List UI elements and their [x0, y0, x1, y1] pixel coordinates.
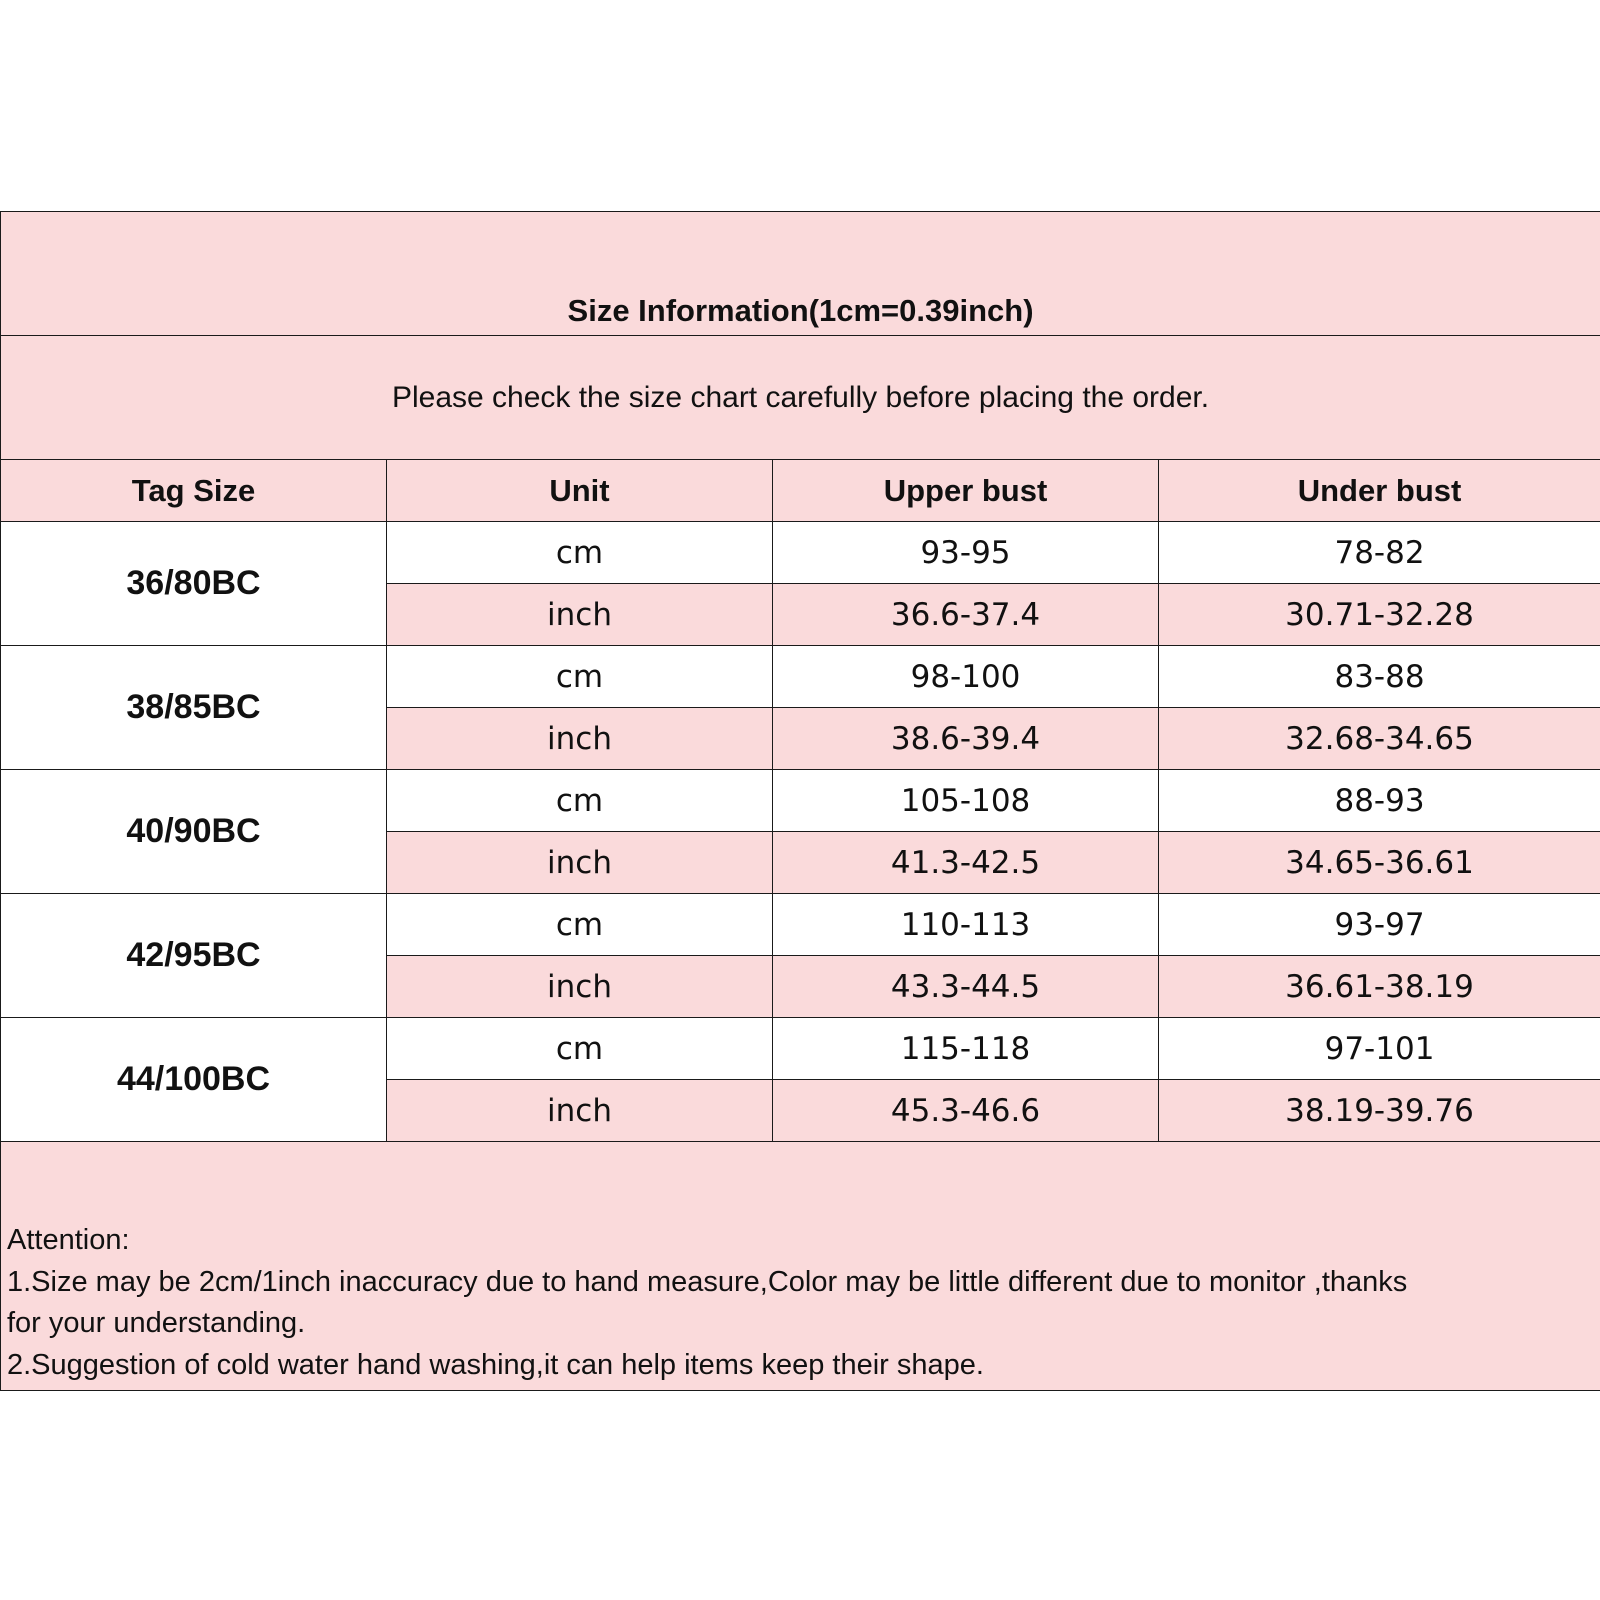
table-row: [1, 770, 1600, 832]
unit-cell: cm: [387, 522, 773, 584]
note-line: 2.Suggestion of cold water hand washing,it can help items keep their shape.: [7, 1348, 984, 1381]
note-line: 1.Size may be 2cm/1inch inaccuracy due to hand measure,Color may be little different due to monitor ,thanks: [7, 1265, 1408, 1298]
upper-bust-cell: 45.3-46.6: [773, 1080, 1159, 1142]
under-bust-cell: 36.61-38.19: [1159, 956, 1600, 1018]
unit-cell: cm: [387, 894, 773, 956]
under-bust-cell: 30.71-32.28: [1159, 584, 1600, 646]
upper-bust-cell: 105-108: [773, 770, 1159, 832]
upper-bust-cell: 36.6-37.4: [773, 584, 1159, 646]
under-bust-cell: 97-101: [1159, 1018, 1600, 1080]
unit-cell: cm: [387, 646, 773, 708]
upper-bust-cell: 115-118: [773, 1018, 1159, 1080]
table-row: [1, 894, 1600, 956]
under-bust-cell: 34.65-36.61: [1159, 832, 1600, 894]
unit-cell: inch: [387, 956, 773, 1018]
table-row: [1, 1018, 1600, 1080]
upper-bust-cell: 43.3-44.5: [773, 956, 1159, 1018]
under-bust-cell: 78-82: [1159, 522, 1600, 584]
column-header-upper-bust: Upper bust: [773, 460, 1159, 522]
under-bust-cell: 88-93: [1159, 770, 1600, 832]
upper-bust-cell: 98-100: [773, 646, 1159, 708]
under-bust-cell: 93-97: [1159, 894, 1600, 956]
column-header-tag-size: Tag Size: [1, 460, 387, 522]
under-bust-cell: 32.68-34.65: [1159, 708, 1600, 770]
tag-size-cell: 42/95BC: [1, 894, 387, 1018]
unit-cell: inch: [387, 832, 773, 894]
chart-subtitle: Please check the size chart carefully before placing the order.: [1, 336, 1600, 460]
table-row: [1, 646, 1600, 708]
tag-size-cell: 40/90BC: [1, 770, 387, 894]
attention-notes: [1, 1142, 1600, 1391]
unit-cell: cm: [387, 1018, 773, 1080]
under-bust-cell: 83-88: [1159, 646, 1600, 708]
tag-size-cell: 38/85BC: [1, 646, 387, 770]
upper-bust-cell: 110-113: [773, 894, 1159, 956]
note-line: for your understanding.: [7, 1307, 306, 1339]
upper-bust-cell: 93-95: [773, 522, 1159, 584]
chart-title: Size Information(1cm=0.39inch): [1, 212, 1600, 336]
upper-bust-cell: 41.3-42.5: [773, 832, 1159, 894]
upper-bust-cell: 38.6-39.4: [773, 708, 1159, 770]
under-bust-cell: 38.19-39.76: [1159, 1080, 1600, 1142]
unit-cell: inch: [387, 708, 773, 770]
size-chart-table: [0, 211, 1600, 1391]
table-row: [1, 522, 1600, 584]
attention-heading: Attention:: [7, 1224, 130, 1256]
column-header-under-bust: Under bust: [1159, 460, 1600, 522]
unit-cell: inch: [387, 584, 773, 646]
unit-cell: inch: [387, 1080, 773, 1142]
tag-size-cell: 36/80BC: [1, 522, 387, 646]
tag-size-cell: 44/100BC: [1, 1018, 387, 1142]
unit-cell: cm: [387, 770, 773, 832]
column-header-unit: Unit: [387, 460, 773, 522]
